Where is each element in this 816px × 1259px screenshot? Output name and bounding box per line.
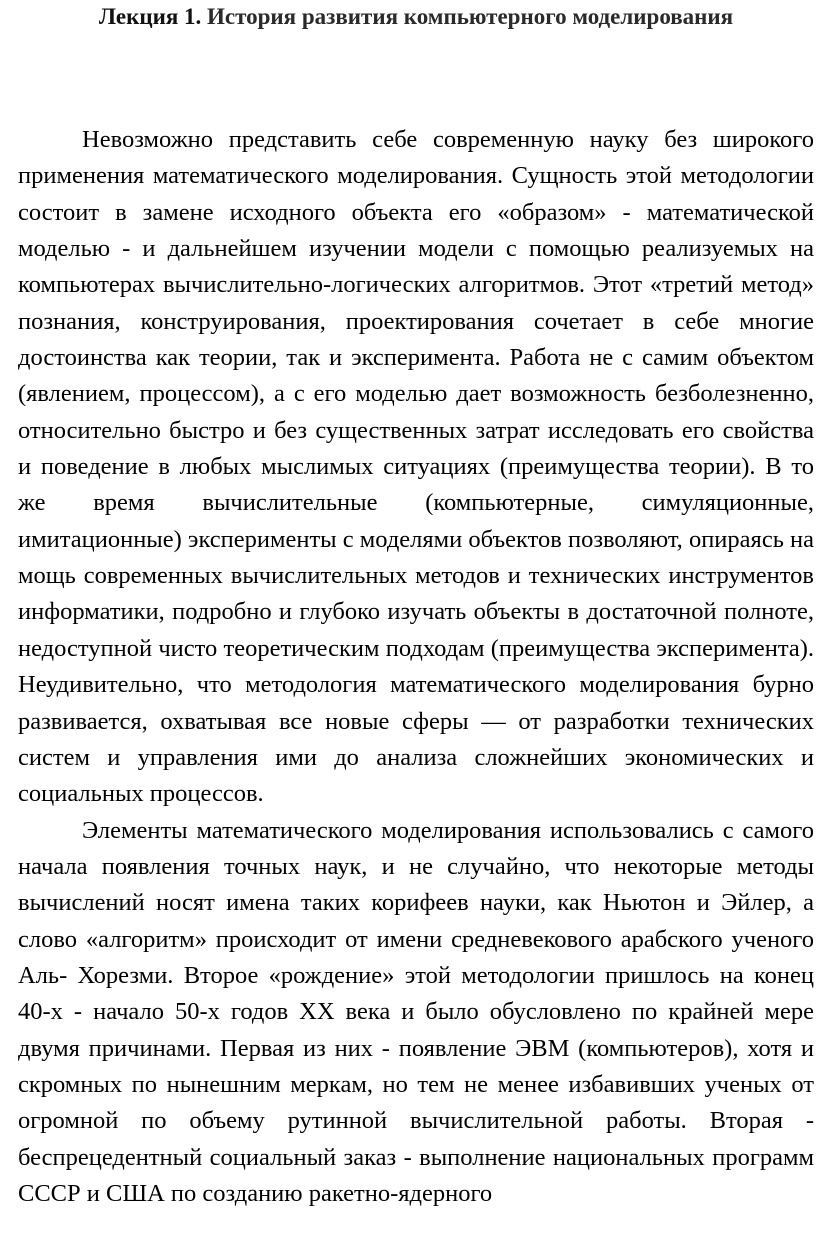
- paragraph-intro: Невозможно представить себе современную науку без широкого применения математического моделирования. Сущность этой методологии состоит в замене исходного объекта его «образом» - математической моделью - и дальнейшем изучении модели с помощью реализуемых на компьютерах вычислительно-логических алгоритмов. Этот «третий метод» познания, конструирования, проектирования сочетает в себе многие достоинства как теории, так и эксперимента. Работа не с самим объектом (явлением, процессом), а с его моделью дает возможность безболезненно, относительно быстро и без существенных затрат исследовать его свойства и поведение в любых мыслимых ситуациях (преимущества теории). В то же время вычислительные (компьютерные, симуляционные, имитационные) эксперименты с моделями объектов позволяют, опираясь на мощь современных вычислительных методов и технических инструментов информатики, подробно и глубоко изучать объекты в достаточной полноте, недоступной чисто теоретическим подходам (преимущества эксперимента). Неудивительно, что методология математического моделирования бурно развивается, охватывая все новые сферы — от разработки технических систем и управления ими до анализа сложнейших экономических и социальных процессов.: [18, 126, 814, 808]
- paragraph-history: Элементы математического моделирования использовались с самого начала появления точных наук, и не случайно, что некоторые методы вычислений носят имена таких корифеев науки, как Ньютон и Эйлер, а слово «алгоритм» происходит от имени средневекового арабского ученого Аль- Хорезми. Второе «рождение» этой методологии пришлось на конец 40-х - начало 50-х годов XX века и было обусловлено по крайней мере двумя причинами. Первая из них - появление ЭВМ (компьютеров), хотя и скромных по нынешним меркам, но тем не менее избавивших ученых от огромной по объему рутинной вычислительной работы. Вторая - беспрецедентный социальный заказ - выполнение национальных программ СССР и США по созданию ракетно-ядерного: [18, 816, 814, 1207]
- lecture-number: Лекция 1.: [98, 4, 202, 29]
- lecture-topic: История развития компьютерного моделирования: [207, 4, 734, 29]
- lecture-title: [18, 0, 814, 30]
- document-body: [18, 122, 814, 1212]
